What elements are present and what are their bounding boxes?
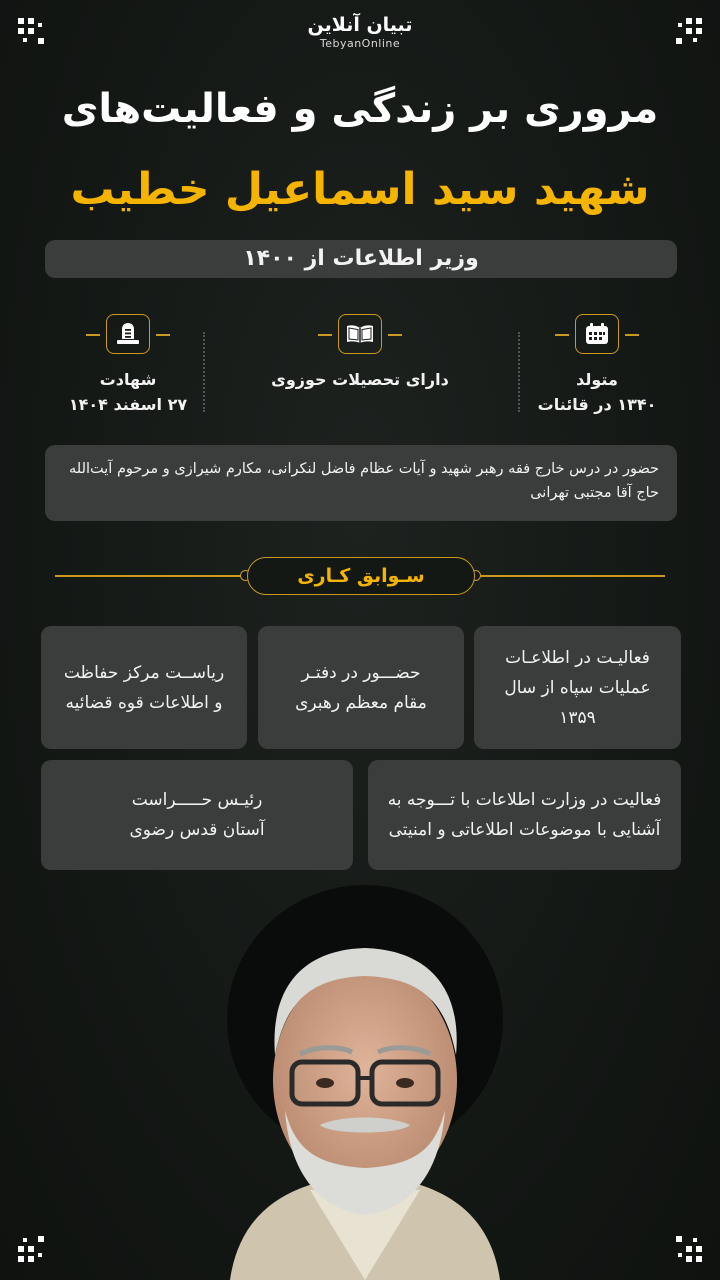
card-line: حضـــور در دفتـر (301, 662, 421, 683)
card-line: فعالیـت در اطلاعـات (505, 647, 650, 668)
section-title (247, 557, 475, 595)
study-note-text: حضور در درس خارج فقه رهبر شهید و آیات عظام فاضل لنکرانی، مکارم شیرازی و مرحوم آیت‌الله حاج آقا مجتبی تهرانی (69, 461, 659, 501)
career-card (41, 626, 247, 749)
born-detail: ۱۳۴۰ در قائنات (537, 395, 657, 414)
martyrdom-label: شهادت (99, 370, 157, 389)
subtitle-bar (45, 240, 677, 278)
person-name: شهید سید اسماعیل خطیب (70, 164, 650, 215)
corner-pattern-icon (676, 1236, 702, 1262)
card-line: ۱۳۵۹ (559, 707, 596, 728)
card-line: فعالیت در وزارت اطلاعات با تـــوجه به (387, 790, 662, 810)
career-card (474, 626, 681, 749)
brand-name-en: TebyanOnline (319, 37, 401, 50)
section-divider-right (477, 575, 665, 577)
card-line: مقام معظم رهبری (295, 692, 427, 713)
subtitle-text: وزیر اطلاعات از ۱۴۰۰ (243, 246, 479, 271)
decor-line (318, 334, 332, 336)
portrait-image (200, 880, 530, 1280)
section-title-text: سـوابق کـاری (297, 565, 425, 587)
decor-line (555, 334, 569, 336)
brand-name-fa: تبیان آنلاین (307, 14, 413, 36)
section-divider-left (55, 575, 245, 577)
dotted-divider (518, 332, 520, 412)
book-icon (338, 314, 382, 354)
career-card (368, 760, 681, 870)
decor-line (156, 334, 170, 336)
card-line: رئیـس حـــــراست (131, 790, 263, 810)
card-line: عملیات سپاه از سال (504, 677, 651, 698)
career-card (258, 626, 464, 749)
corner-pattern-icon (18, 1236, 44, 1262)
card-line: ریاســت مرکز حفاظت (63, 662, 225, 683)
education-label: دارای تحصیلات حوزوی (271, 370, 449, 389)
card-line: آستان قدس رضوی (129, 820, 265, 840)
info-martyrdom (28, 312, 228, 414)
decor-line (625, 334, 639, 336)
tombstone-icon (106, 314, 150, 354)
decor-line (86, 334, 100, 336)
info-education (260, 312, 460, 389)
brand-logo (0, 14, 720, 50)
career-card (41, 760, 353, 870)
info-born (497, 312, 697, 414)
decor-line (388, 334, 402, 336)
martyrdom-date: ۲۷ اسفند ۱۴۰۴ (68, 395, 188, 414)
card-line: آشنایی با موضوعات اطلاعاتی و امنیتی (388, 820, 661, 840)
study-note (45, 445, 677, 521)
born-label: متولد (576, 370, 618, 389)
calendar-icon (575, 314, 619, 354)
card-line: و اطلاعات قوه قضائیه (65, 692, 223, 713)
page-title: مروری بر زندگی و فعالیت‌های (61, 86, 659, 132)
